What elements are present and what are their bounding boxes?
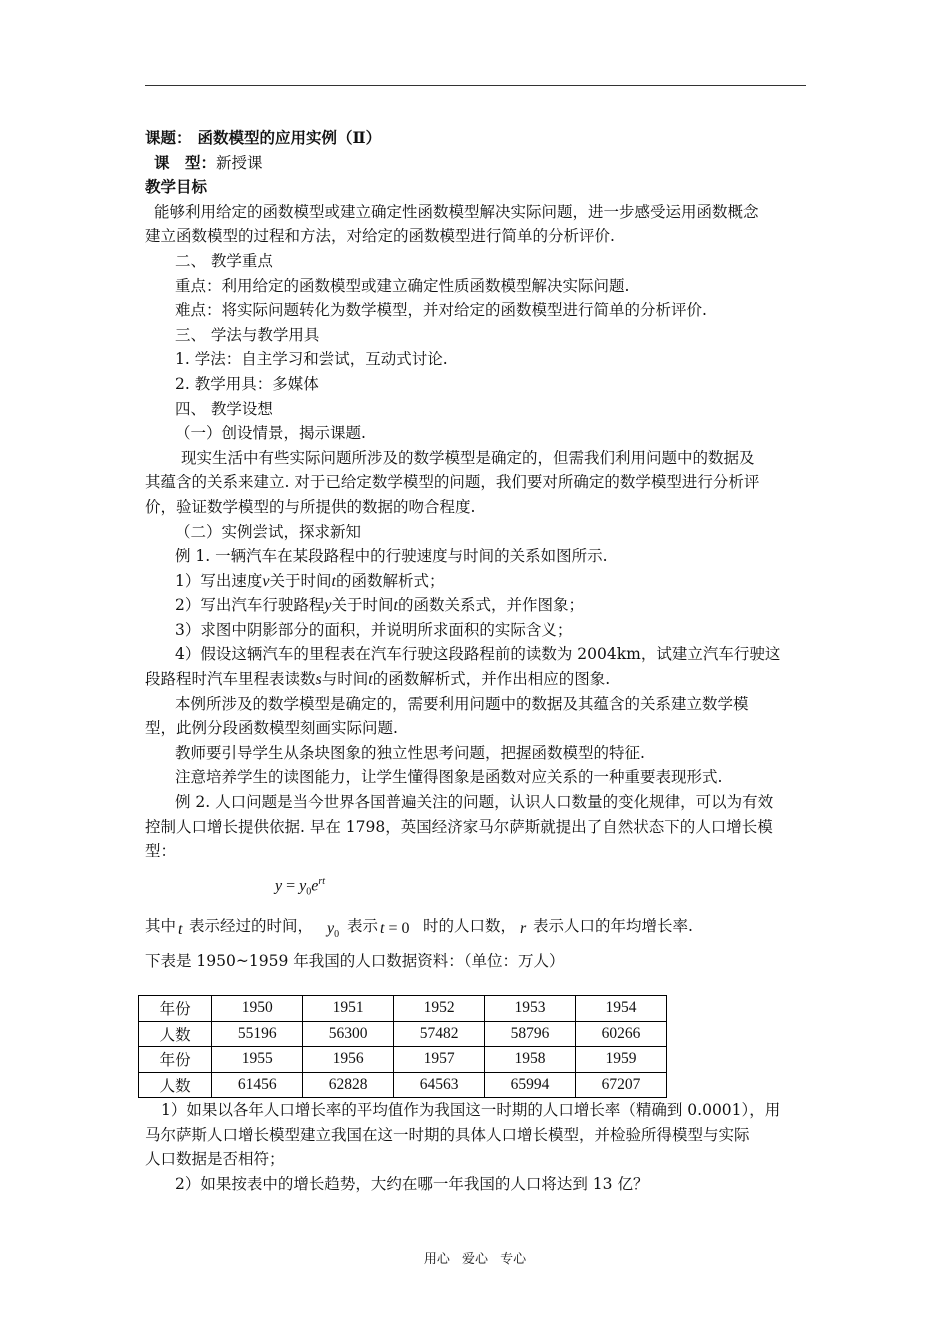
table-cell: 67207 — [576, 1072, 667, 1098]
table-row — [139, 1047, 667, 1073]
example2-intro-1: 例 2. 人口问题是当今世界各国普遍关注的问题，认识人口数量的变化规律，可以为有效 — [175, 793, 774, 812]
methods-2: 2. 教学用具：多媒体 — [175, 374, 319, 393]
table-row-label: 人数 — [139, 1021, 212, 1047]
goals-text-1: 能够利用给定的函数模型或建立确定性函数模型解决实际问题，进一步感受运用函数概念 — [154, 202, 759, 221]
example1-q1: 1）写出速度v关于时间t的函数解析式； — [175, 571, 445, 590]
example2-intro-2: 控制人口增长提供依据. 早在 1798，英国经济家马尔萨斯就提出了自然状态下的人口增长模 — [145, 817, 773, 836]
table-row-label: 年份 — [139, 1047, 212, 1073]
population-table — [138, 995, 667, 1098]
example1-q4-line2: 段路程时汽车里程表读数s与时间t的函数解析式，并作出相应的图象. — [145, 670, 611, 689]
table-cell: 57482 — [394, 1021, 485, 1047]
goals-text-2: 建立函数模型的过程和方法，对给定的函数模型进行简单的分析评价. — [145, 227, 615, 246]
course-type: 课 型：新授课 — [154, 152, 263, 172]
document-body — [145, 126, 807, 973]
table-row-label: 年份 — [139, 996, 212, 1022]
example2-intro-3: 型： — [145, 842, 177, 861]
table-row — [139, 996, 667, 1022]
example1-intro: 例 1. 一辆汽车在某段路程中的行驶速度与时间的关系如图所示. — [175, 547, 608, 566]
table-cell: 61456 — [212, 1072, 303, 1098]
example1-note3: 注意培养学生的读图能力，让学生懂得图象是函数对应关系的一种重要表现形式. — [175, 768, 723, 787]
footer-word: 爱心 — [461, 1252, 488, 1267]
focus-key: 重点：利用给定的函数模型或建立确定性质函数模型解决实际问题. — [175, 276, 630, 295]
focus-difficult: 难点：将实际问题转化为数学模型，并对给定的函数模型进行简单的分析评价. — [175, 301, 707, 320]
example1-q2: 2）写出汽车行驶路程y关于时间t的函数关系式，并作图象； — [175, 596, 584, 615]
methods-heading: 三、 学法与教学用具 — [175, 325, 320, 344]
focus-heading: 二、 教学重点 — [175, 251, 273, 270]
table-cell: 58796 — [485, 1021, 576, 1047]
example2-q1-line2: 马尔萨斯人口增长模型建立我国在这一时期的具体人口增长模型，并检验所得模型与实际 — [145, 1125, 750, 1144]
example2-q1-line1: 1）如果以各年人口增长率的平均值作为我国这一时期的人口增长率（精确到 0.0001），用 — [161, 1101, 781, 1119]
goals-heading: 教学目标 — [145, 177, 208, 197]
example1-note2: 教师要引导学生从条块图象的独立性思考问题，把握函数模型的特征. — [175, 743, 645, 762]
footer-word: 用心 — [423, 1252, 450, 1267]
table-cell: 1952 — [394, 996, 485, 1022]
table-cell: 1953 — [485, 996, 576, 1022]
example2-q2: 2）如果按表中的增长趋势，大约在哪一年我国的人口将达到 13 亿？ — [175, 1174, 649, 1193]
example2-questions — [145, 1098, 807, 1196]
table-cell: 1955 — [212, 1047, 303, 1073]
table-cell: 64563 — [394, 1072, 485, 1098]
example2-q1-line3: 人口数据是否相符； — [145, 1150, 285, 1169]
methods-1: 1. 学法：自主学习和尝试，互动式讨论. — [175, 350, 448, 369]
lesson-title: 课题： 函数模型的应用实例（Ⅱ） — [145, 128, 382, 147]
table-cell: 1956 — [303, 1047, 394, 1073]
table-cell: 60266 — [576, 1021, 667, 1047]
table-cell: 1950 — [212, 996, 303, 1022]
example1-q3: 3）求图中阴影部分的面积，并说明所求面积的实际含义； — [175, 620, 573, 639]
table-row-label: 人数 — [139, 1072, 212, 1098]
table-row — [139, 1072, 667, 1098]
table-cell: 1954 — [576, 996, 667, 1022]
header-rule — [145, 85, 806, 86]
page-footer — [0, 1248, 950, 1267]
table-cell: 65994 — [485, 1072, 576, 1098]
example1-note1-line2: 型，此例分段函数模型刻画实际问题. — [145, 719, 398, 738]
design-2-heading: （二）实例尝试，探求新知 — [175, 522, 362, 541]
footer-word: 专心 — [500, 1252, 527, 1267]
design-1-text-1: 现实生活中有些实际问题所涉及的数学模型是确定的，但需我们利用问题中的数据及 — [181, 448, 755, 467]
table-cell: 1959 — [576, 1047, 667, 1073]
design-1-text-2: 其蕴含的关系来建立. 对于已给定数学模型的问题，我们要对所确定的数学模型进行分析评 — [145, 473, 760, 492]
table-cell: 1957 — [394, 1047, 485, 1073]
growth-formula: $y = y_0e^{rt}$ — [275, 875, 326, 898]
design-1-heading: （一）创设情景，揭示课题. — [175, 424, 366, 443]
design-heading: 四、 教学设想 — [175, 399, 273, 418]
table-cell: 62828 — [303, 1072, 394, 1098]
table-caption: 下表是 1950~1959 年我国的人口数据资料：（单位：万人） — [145, 951, 565, 970]
table-row — [139, 1021, 667, 1047]
table-cell: 56300 — [303, 1021, 394, 1047]
example1-note1-line1: 本例所涉及的数学模型是确定的，需要利用问题中的数据及其蕴含的关系建立数学模 — [175, 694, 749, 713]
table-cell: 55196 — [212, 1021, 303, 1047]
table-cell: 1958 — [485, 1047, 576, 1073]
table-cell: 1951 — [303, 996, 394, 1022]
example1-q4-line1: 4）假设这辆汽车的里程表在汽车行驶这段路程前的读数为 2004km，试建立汽车行驶这 — [175, 645, 781, 664]
formula-description: 其中 t 表示经过的时间， $y_0$ 表示 t = 0 时的人口数， r 表示人口的年均增长率. — [145, 916, 693, 940]
design-1-text-3: 价，验证数学模型的与所提供的数据的吻合程度. — [145, 497, 476, 516]
